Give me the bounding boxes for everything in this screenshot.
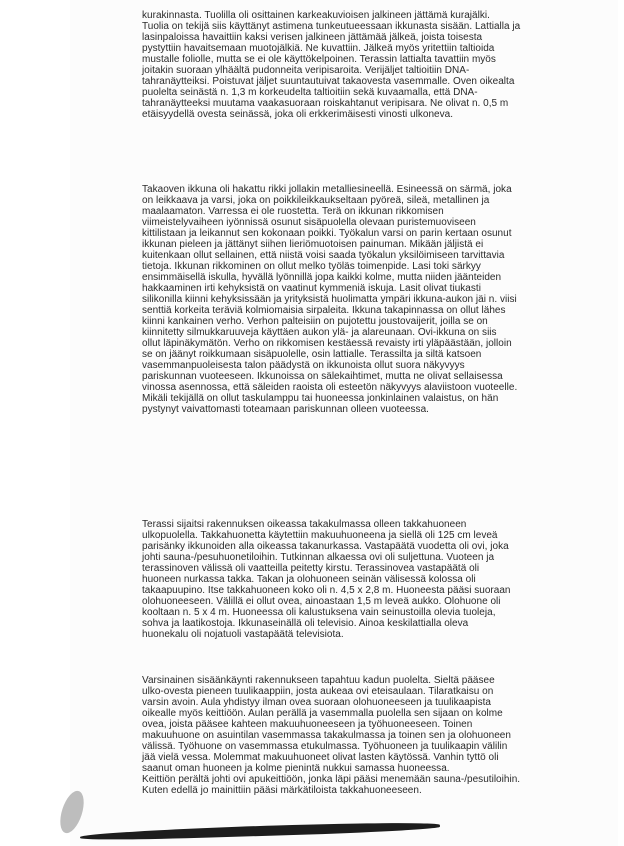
text-line: ulkopuolella. Takkahuonetta käytettiin makuuhuoneena ja siellä oli 125 cm leveä bbox=[142, 530, 498, 541]
text-line: tahranäytteiksi. Poistuvat jäljet suuntautuivat takaovesta vasemmalle. Oven oikealta bbox=[142, 76, 515, 87]
text-line: ovea, joista pääsee kahteen makuuhuoneeseen ja työhuoneeseen. Toinen bbox=[142, 719, 473, 730]
text-line: olohuoneeseen. Välillä ei ollut ovea, ainoastaan 1,5 m leveä aukko. Olohuone oli bbox=[142, 596, 501, 607]
text-line: vinossa asennossa, että säleiden raoista oli esteetön näkyvyys alaviistoon vuoteelle. bbox=[142, 382, 518, 393]
text-line: Varsinainen sisäänkäynti rakennukseen tapahtuu kadun puolelta. Sieltä pääsee bbox=[142, 675, 495, 686]
text-line: joitakin suoraan ylhäältä pudonneita veripisaroita. Verijäljet taltioitiin DNA- bbox=[142, 65, 470, 76]
text-line: huoneen nurkassa takka. Takan ja olohuoneen seinän välisessä kolossa oli bbox=[142, 574, 476, 585]
text-line: mustalle foliolle, mutta se ei ole käyttökelpoinen. Terassin lattialta tavattiin myös bbox=[142, 54, 496, 65]
text-line: sohva ja laatikostoja. Ikkunaseinällä oli televisio. Ainoa keskilattialla oleva bbox=[142, 618, 469, 629]
text-line: vasemmanpuoleisesta talon päädystä on ikkunoista ollut suora näkyvyys bbox=[142, 360, 465, 371]
text-line: tietoja. Ikkunan rikkominen on ollut melko työläs toimenpide. Lasi toki särkyy bbox=[142, 261, 481, 272]
text-line: johti sauna-/pesuhuonetiloihin. Tutkinnan alkaessa ovi oli suljettuna. Vuoteen ja bbox=[142, 552, 495, 563]
text-line: Mikäli tekijällä on ollut taskulamppu tai huoneessa jonkinlainen valaistus, on hän bbox=[142, 393, 499, 404]
text-line: terassinoven välissä oli vaatteilla peitetty kirstu. Terassinovea vastapäätä oli bbox=[142, 563, 480, 574]
text-line: silikonilla kiinni kehyksissään ja yrityksistä huolimatta ympäri ikkuna-aukon jäi n. viisi bbox=[142, 294, 517, 305]
text-line: jää vielä vessa. Molemmat makuuhuoneet olivat lasten käytössä. Vanhin tyttö oli bbox=[142, 752, 499, 763]
text-line: etäisyydellä ovesta seinässä, joka oli erkkerimäisesti vinosti ulkoneva. bbox=[142, 109, 454, 120]
paragraph-4 bbox=[142, 675, 582, 796]
text-line: varsin avoin. Aula yhdistyy ilman ovea suoraan olohuoneeseen ja tuulikaapista bbox=[142, 697, 491, 708]
text-line: Tuolia on tekijä siis käyttänyt astimena tunkeutueessaan ikkunasta sisään. Lattialla ja bbox=[142, 21, 521, 32]
paragraph-1 bbox=[142, 10, 582, 120]
text-line: kittilistaan ja leikannut sen kokonaan poikki. Työkalun varsi on parin kertaan osunut bbox=[142, 228, 512, 239]
text-line: ikkunan pieleen ja jättänyt siihen lieriömuotoisen painuman. Mikään jäljistä ei bbox=[142, 239, 484, 250]
text-line: on leikkaava ja varsi, joka on poikkileikkaukseltaan pyöreä, sileä, metallinen ja bbox=[142, 195, 490, 206]
text-line: Kuten edellä jo mainittiin pääsi märkätiloista takkahuoneeseen. bbox=[142, 785, 422, 796]
text-line: ollut läpinäkymätön. Verho on rikkomisen kestäessä revaisty irti yläpäästään, jolloin bbox=[142, 338, 512, 349]
text-line: kooltaan n. 5 x 4 m. Huoneessa oli kalustuksena vain seinustoilla olevia tuoleja, bbox=[142, 607, 496, 618]
text-line: parisänky ikkunoiden alla oikeassa takanurkassa. Vastapäätä vuodetta oli ovi, joka bbox=[142, 541, 509, 552]
text-line: välissä. Työhuone on vasemmassa etukulmassa. Työhuoneen ja tuulikaapin välilin bbox=[142, 741, 508, 752]
text-line: tahranäytteeksi muutama vaakasuoraan roiskahtanut veripisara. Ne olivat n. 0,5 m bbox=[142, 98, 509, 109]
text-line: pariskunnan vuoteeseen. Ikkunoissa on sälekaihtimet, mutta ne olivat sellaisessa bbox=[142, 371, 503, 382]
text-line: pystyttiin havaitsemaan muotojälkiä. Ne kuvattiin. Jälkeä myös yritettiin taltioida bbox=[142, 43, 495, 54]
text-line: takaapuupino. Itse takkahuoneen koko oli n. 4,5 x 2,8 m. Huoneesta pääsi suoraan bbox=[142, 585, 511, 596]
text-line: viimeistelyvaiheen iyönnissä osunut sisäpuolella olevaan puristemuoviseen bbox=[142, 217, 476, 228]
text-line: hakkaaminen irti kehyksistä on vaatinut kymmeniä iskuja. Lasit olivat tiukasti bbox=[142, 283, 481, 294]
text-line: ensimmäisellä iskulla, hyvällä lyönnillä jopa kaikki kolme, mutta niiden jäänteiden bbox=[142, 272, 502, 283]
text-line: Keittiön perältä johti ovi apukeittiöön, jonka läpi pääsi menemään sauna-/pesutiloihin. bbox=[142, 774, 521, 785]
text-line: ulko-ovesta pieneen tuulikaappiin, josta aukeaa ovi eteisaulaan. Tilaratkaisu on bbox=[142, 686, 494, 697]
paragraph-2 bbox=[142, 184, 582, 415]
text-line: huonekalu oli nojatuoli vastapäätä televisiota. bbox=[142, 629, 344, 640]
text-line: puolelta seinästä n. 1,3 m korkeudelta taltioitiin sekä kuvaamalla, että DNA- bbox=[142, 87, 478, 98]
text-line: kiinni kankainen verho. Verhon palteisiin on pujotettu joustovaijerit, joilla se on bbox=[142, 316, 488, 327]
text-line: pystynyt vaivattomasti toteamaan pariskunnan olleen vuoteessa. bbox=[142, 404, 429, 415]
text-line: Terassi sijaitsi rakennuksen oikeassa takakulmassa olleen takkahuoneen bbox=[142, 519, 467, 530]
text-line: lasinpaloissa havaittiin kaksi verisen jalkineen jättämää jälkeä, joista toisesta bbox=[142, 32, 483, 43]
text-line: kiinnitetty silmukkaruuveja käyttäen aukon ylä- ja alareunaan. Ovi-ikkuna on siis bbox=[142, 327, 497, 338]
text-line: maalaamaton. Varressa ei ole ruostetta. Terä on ikkunan rikkomisen bbox=[142, 206, 444, 217]
text-line: kurakinnasta. Tuolilla oli osittainen karkeakuvioisen jalkineen jättämä kurajälki. bbox=[142, 10, 490, 21]
paragraph-3 bbox=[142, 519, 582, 640]
text-line: makuuhuone on asuintilan vasemmassa takakulmassa ja toinen sen ja olohuoneen bbox=[142, 730, 511, 741]
text-line: senttiä korkeita teräviä kolmiomaisia sirpaleita. Ikkuna takapinnassa on ollut lähes bbox=[142, 305, 506, 316]
text-line: oikealle myös keittiöön. Aulan perällä ja vasemmalla puolella sen sijaan on kolme bbox=[142, 708, 503, 719]
text-line: saanut oman huoneen ja kolme pienintä nukkui samassa huoneessa. bbox=[142, 763, 450, 774]
text-line: kuitenkaan ollut sellainen, että niistä voisi saada työkalun yksilöimiseen tarvittavia bbox=[142, 250, 505, 261]
text-line: Takaoven ikkuna oli hakattu rikki jollakin metalliesineellä. Esineessä on särmä, joka bbox=[142, 184, 512, 195]
text-line: se on jäänyt roikkumaan sisäpuolelle, osin lattialle. Terassilta ja siltä katsoen bbox=[142, 349, 482, 360]
